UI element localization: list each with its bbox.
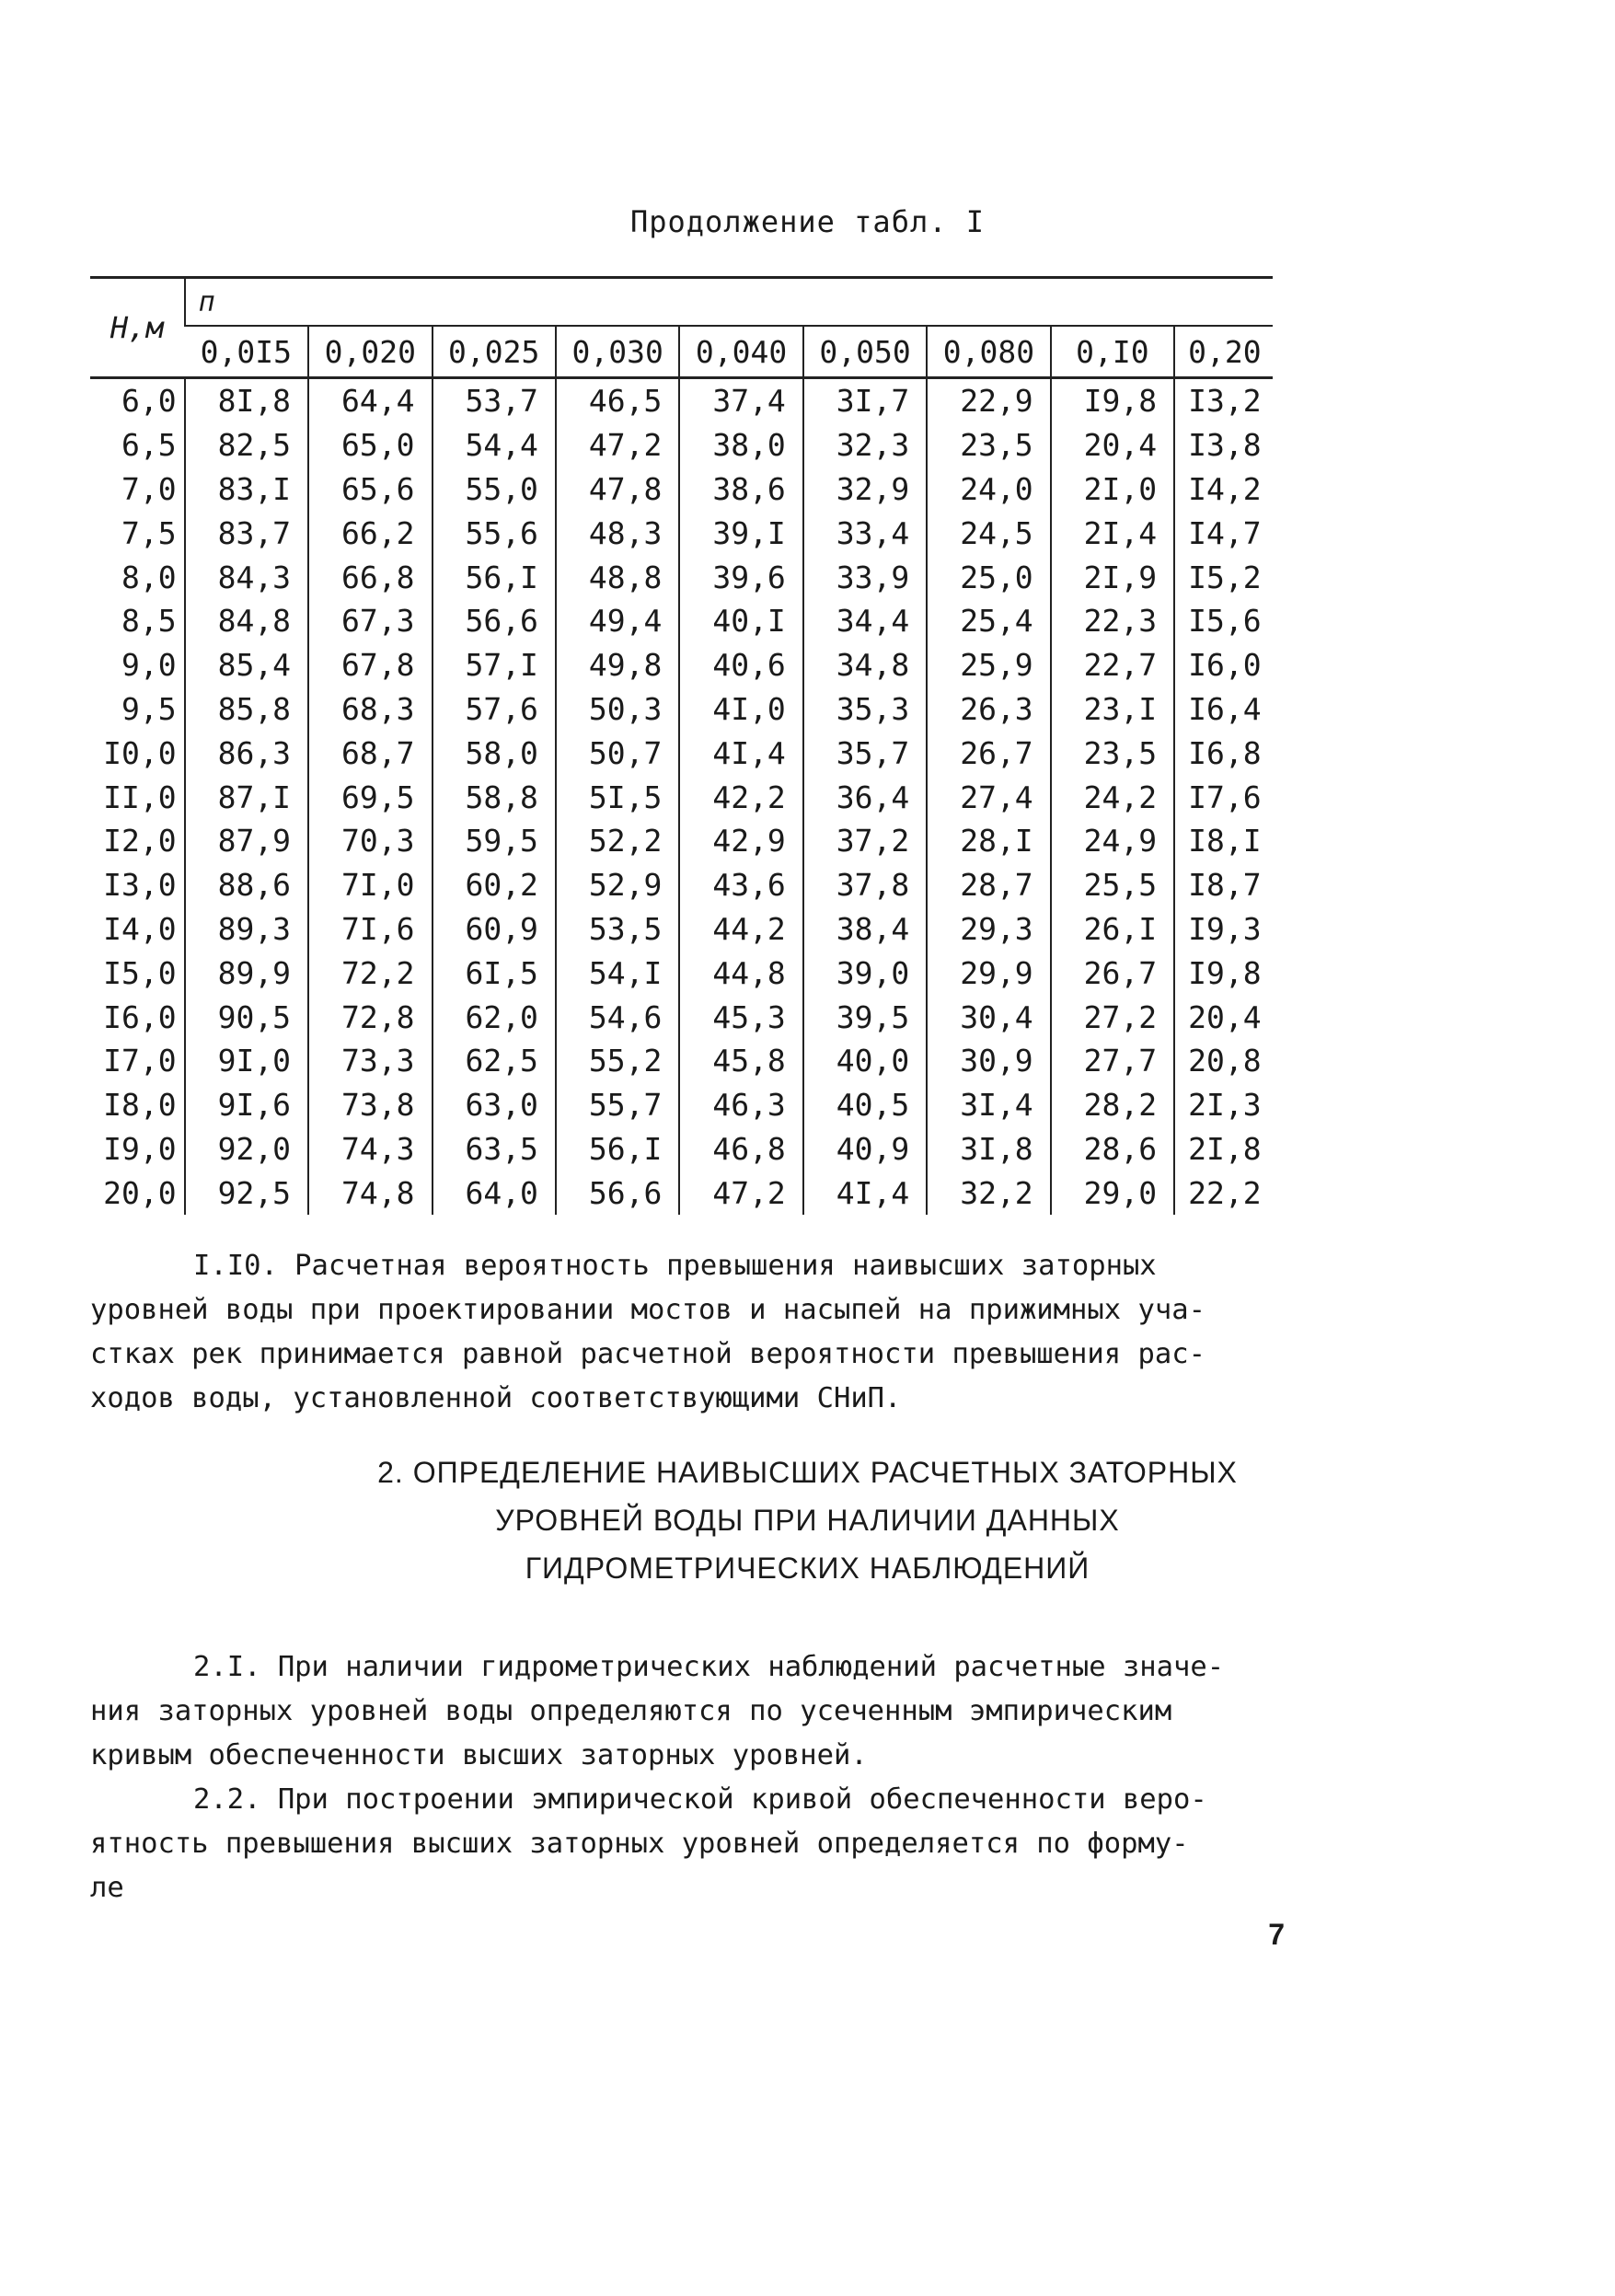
roughness-level-table [90,276,1273,1215]
value-cell: 35,3 [803,687,927,732]
value-cell: 73,8 [308,1083,432,1127]
value-cell: 22,3 [1051,599,1174,643]
value-cell: 40,6 [679,643,802,687]
paragraph-line: ятность превышения высших заторных уровней определяется по форму- [90,1828,1189,1860]
table-row [90,467,1273,512]
paragraph-line: ния заторных уровней воды определяются по усеченным эмпирическим [90,1695,1172,1727]
value-cell: 66,2 [308,511,432,555]
value-cell: 47,8 [556,467,679,512]
value-cell: 62,0 [433,995,556,1039]
value-cell: 48,3 [556,511,679,555]
paragraph-line: стках рек принимается равной расчетной вероятности превышения рас- [90,1338,1205,1370]
table-row [90,511,1273,555]
depth-cell: 6,5 [121,427,177,464]
value-cell: 35,7 [803,731,927,775]
depth-cell: 20,0 [103,1174,177,1211]
value-cell: 8I,8 [185,378,308,423]
value-cell: 27,2 [1051,995,1174,1039]
value-cell: I4,7 [1174,511,1273,555]
value-cell: 30,4 [927,995,1050,1039]
depth-cell: II,0 [103,779,177,815]
value-cell: 67,3 [308,599,432,643]
value-cell: 4I,4 [803,1171,927,1215]
value-cell: 42,9 [679,819,802,863]
value-cell: 63,5 [433,1127,556,1171]
value-cell: 45,3 [679,995,802,1039]
value-cell: 68,7 [308,731,432,775]
section-2-heading [0,1448,1615,1592]
value-cell: 25,4 [927,599,1050,643]
value-cell: 52,9 [556,863,679,907]
table-row [90,423,1273,467]
column-header: 0,025 [433,326,556,378]
table-row [90,1083,1273,1127]
table-row [90,1171,1273,1215]
value-cell: 50,7 [556,731,679,775]
depth-cell: I9,0 [103,1130,177,1167]
value-cell: 87,I [185,775,308,819]
value-cell: 5I,5 [556,775,679,819]
paragraph-1-10 [90,1244,1273,1421]
value-cell: 73,3 [308,1039,432,1083]
value-cell: 37,8 [803,863,927,907]
value-cell: 47,2 [556,423,679,467]
value-cell: 56,6 [556,1171,679,1215]
value-cell: 83,I [185,467,308,512]
value-cell: 55,0 [433,467,556,512]
value-cell: 7I,6 [308,907,432,952]
value-cell: I5,2 [1174,555,1273,599]
depth-cell: 9,5 [121,690,177,727]
table-container [90,276,1273,1215]
value-cell: 55,2 [556,1039,679,1083]
depth-cell: I2,0 [103,823,177,860]
column-header: 0,050 [803,326,927,378]
paragraph-2-1 [90,1645,1273,1778]
value-cell: 54,4 [433,423,556,467]
value-cell: 24,9 [1051,819,1174,863]
value-cell: 46,3 [679,1083,802,1127]
value-cell: 9I,6 [185,1083,308,1127]
value-cell: 9I,0 [185,1039,308,1083]
value-cell: 45,8 [679,1039,802,1083]
value-cell: 83,7 [185,511,308,555]
value-cell: 24,0 [927,467,1050,512]
value-cell: 86,3 [185,731,308,775]
value-cell: 44,2 [679,907,802,952]
value-cell: 57,I [433,643,556,687]
value-cell: 40,5 [803,1083,927,1127]
value-cell: 7I,0 [308,863,432,907]
value-cell: 25,5 [1051,863,1174,907]
value-cell: 34,8 [803,643,927,687]
value-cell: 47,2 [679,1171,802,1215]
value-cell: 69,5 [308,775,432,819]
value-cell: 2I,9 [1051,555,1174,599]
column-header: 0,I0 [1051,326,1174,378]
value-cell: 3I,7 [803,378,927,423]
table-row [90,1127,1273,1171]
value-cell: 27,7 [1051,1039,1174,1083]
depth-cell: I6,0 [103,998,177,1035]
column-header-row [90,326,1273,378]
value-cell: 40,0 [803,1039,927,1083]
value-cell: 39,6 [679,555,802,599]
value-cell: 37,4 [679,378,802,423]
value-cell: 46,5 [556,378,679,423]
value-cell: 55,7 [556,1083,679,1127]
value-cell: 30,9 [927,1039,1050,1083]
depth-cell: I5,0 [103,954,177,991]
depth-cell: 6,0 [121,383,177,420]
column-header: 0,020 [308,326,432,378]
value-cell: I9,3 [1174,907,1273,952]
value-cell: 4I,4 [679,731,802,775]
table-row [90,775,1273,819]
table-body [90,378,1273,1216]
value-cell: 3I,4 [927,1083,1050,1127]
value-cell: 85,8 [185,687,308,732]
table-caption: Продолжение табл. I [629,204,986,239]
value-cell: I4,2 [1174,467,1273,512]
value-cell: 24,2 [1051,775,1174,819]
value-cell: 65,6 [308,467,432,512]
value-cell: 87,9 [185,819,308,863]
value-cell: 39,5 [803,995,927,1039]
value-cell: 85,4 [185,643,308,687]
value-cell: 82,5 [185,423,308,467]
value-cell: 20,4 [1174,995,1273,1039]
column-group-header-n: п [185,278,1273,327]
value-cell: 92,5 [185,1171,308,1215]
value-cell: 28,2 [1051,1083,1174,1127]
value-cell: 40,I [679,599,802,643]
paragraph-line: уровней воды при проектировании мостов и насыпей на прижимных уча- [90,1294,1205,1326]
value-cell: 84,3 [185,555,308,599]
page-number: 7 [1268,1918,1285,1951]
value-cell: 39,I [679,511,802,555]
column-header: 0,080 [927,326,1050,378]
heading-line: УРОВНЕЙ ВОДЫ ПРИ НАЛИЧИИ ДАННЫХ [495,1504,1120,1537]
table-row [90,907,1273,952]
value-cell: 58,8 [433,775,556,819]
depth-cell: 8,5 [121,603,177,640]
value-cell: 22,7 [1051,643,1174,687]
value-cell: 72,8 [308,995,432,1039]
value-cell: 90,5 [185,995,308,1039]
value-cell: 33,9 [803,555,927,599]
value-cell: 3I,8 [927,1127,1050,1171]
value-cell: I5,6 [1174,599,1273,643]
value-cell: 84,8 [185,599,308,643]
value-cell: 54,6 [556,995,679,1039]
table-row [90,1039,1273,1083]
value-cell: 74,8 [308,1171,432,1215]
value-cell: 56,I [556,1127,679,1171]
value-cell: 60,2 [433,863,556,907]
table-row [90,599,1273,643]
value-cell: I6,0 [1174,643,1273,687]
value-cell: 36,4 [803,775,927,819]
table-row [90,687,1273,732]
value-cell: 49,4 [556,599,679,643]
value-cell: 68,3 [308,687,432,732]
value-cell: I6,4 [1174,687,1273,732]
value-cell: 29,9 [927,951,1050,995]
value-cell: 2I,3 [1174,1083,1273,1127]
value-cell: 39,0 [803,951,927,995]
value-cell: 89,3 [185,907,308,952]
value-cell: 20,4 [1051,423,1174,467]
depth-cell: 7,0 [121,470,177,507]
value-cell: 67,8 [308,643,432,687]
value-cell: 59,5 [433,819,556,863]
value-cell: 63,0 [433,1083,556,1127]
paragraph-line: 2.2. При построении эмпирической кривой обеспеченности веро- [193,1783,1207,1816]
value-cell: 23,I [1051,687,1174,732]
value-cell: 20,8 [1174,1039,1273,1083]
value-cell: 72,2 [308,951,432,995]
value-cell: 38,4 [803,907,927,952]
value-cell: 92,0 [185,1127,308,1171]
table-row [90,731,1273,775]
table-row [90,995,1273,1039]
depth-cell: I8,0 [103,1087,177,1124]
table-row [90,378,1273,423]
value-cell: I6,8 [1174,731,1273,775]
table-row [90,951,1273,995]
depth-cell: I0,0 [103,734,177,771]
depth-cell: 8,0 [121,559,177,595]
table-row [90,555,1273,599]
column-header: 0,030 [556,326,679,378]
column-header: 0,040 [679,326,802,378]
heading-line: 2. ОПРЕДЕЛЕНИЕ НАИВЫСШИХ РАСЧЕТНЫХ ЗАТОРНЫХ [377,1456,1238,1489]
value-cell: 23,5 [927,423,1050,467]
value-cell: 38,6 [679,467,802,512]
value-cell: 26,7 [927,731,1050,775]
value-cell: 22,9 [927,378,1050,423]
value-cell: 53,7 [433,378,556,423]
value-cell: 32,2 [927,1171,1050,1215]
value-cell: 32,9 [803,467,927,512]
paragraph-line: 2.I. При наличии гидрометрических наблюдений расчетные значе- [193,1651,1225,1683]
value-cell: I9,8 [1051,378,1174,423]
value-cell: 55,6 [433,511,556,555]
value-cell: 26,I [1051,907,1174,952]
paragraph-2-2 [90,1778,1273,1910]
value-cell: 53,5 [556,907,679,952]
value-cell: 70,3 [308,819,432,863]
value-cell: 64,4 [308,378,432,423]
value-cell: I8,7 [1174,863,1273,907]
value-cell: 60,9 [433,907,556,952]
depth-cell: I7,0 [103,1043,177,1079]
value-cell: 46,8 [679,1127,802,1171]
value-cell: 54,I [556,951,679,995]
value-cell: 38,0 [679,423,802,467]
row-header-depth: Н,м [90,278,185,378]
value-cell: 28,6 [1051,1127,1174,1171]
value-cell: 29,3 [927,907,1050,952]
value-cell: 43,6 [679,863,802,907]
paragraph-line: ходов воды, установленной соответствующими СНиП. [90,1382,902,1414]
value-cell: 74,3 [308,1127,432,1171]
value-cell: 26,3 [927,687,1050,732]
value-cell: 27,4 [927,775,1050,819]
value-cell: 64,0 [433,1171,556,1215]
value-cell: 65,0 [308,423,432,467]
depth-cell: 7,5 [121,514,177,551]
value-cell: 33,4 [803,511,927,555]
value-cell: 2I,4 [1051,511,1174,555]
value-cell: 37,2 [803,819,927,863]
value-cell: 52,2 [556,819,679,863]
value-cell: 24,5 [927,511,1050,555]
value-cell: I9,8 [1174,951,1273,995]
depth-cell: 9,0 [121,647,177,684]
value-cell: 42,2 [679,775,802,819]
value-cell: 22,2 [1174,1171,1273,1215]
value-cell: 28,I [927,819,1050,863]
value-cell: I8,I [1174,819,1273,863]
table-row [90,863,1273,907]
value-cell: 25,0 [927,555,1050,599]
value-cell: 88,6 [185,863,308,907]
value-cell: 44,8 [679,951,802,995]
column-header: 0,20 [1174,326,1273,378]
value-cell: 29,0 [1051,1171,1174,1215]
value-cell: 26,7 [1051,951,1174,995]
value-cell: 89,9 [185,951,308,995]
heading-line: ГИДРОМЕТРИЧЕСКИХ НАБЛЮДЕНИЙ [525,1552,1090,1585]
value-cell: 48,8 [556,555,679,599]
value-cell: 28,7 [927,863,1050,907]
value-cell: I3,8 [1174,423,1273,467]
depth-cell: I4,0 [103,910,177,947]
value-cell: 40,9 [803,1127,927,1171]
value-cell: 2I,0 [1051,467,1174,512]
value-cell: 58,0 [433,731,556,775]
value-cell: 62,5 [433,1039,556,1083]
value-cell: 50,3 [556,687,679,732]
value-cell: 56,6 [433,599,556,643]
value-cell: I7,6 [1174,775,1273,819]
column-header: 0,0I5 [185,326,308,378]
paragraph-line: I.I0. Расчетная вероятность превышения наивысших заторных [193,1250,1157,1282]
value-cell: 49,8 [556,643,679,687]
value-cell: 66,8 [308,555,432,599]
value-cell: 6I,5 [433,951,556,995]
value-cell: 34,4 [803,599,927,643]
value-cell: 25,9 [927,643,1050,687]
paragraph-line: ле [90,1872,124,1904]
depth-cell: I3,0 [103,867,177,904]
value-cell: 56,I [433,555,556,599]
value-cell: 4I,0 [679,687,802,732]
value-cell: 2I,8 [1174,1127,1273,1171]
table-row [90,643,1273,687]
value-cell: 32,3 [803,423,927,467]
value-cell: I3,2 [1174,378,1273,423]
value-cell: 57,6 [433,687,556,732]
paragraph-line: кривым обеспеченности высших заторных уровней. [90,1739,868,1771]
value-cell: 23,5 [1051,731,1174,775]
table-row [90,819,1273,863]
